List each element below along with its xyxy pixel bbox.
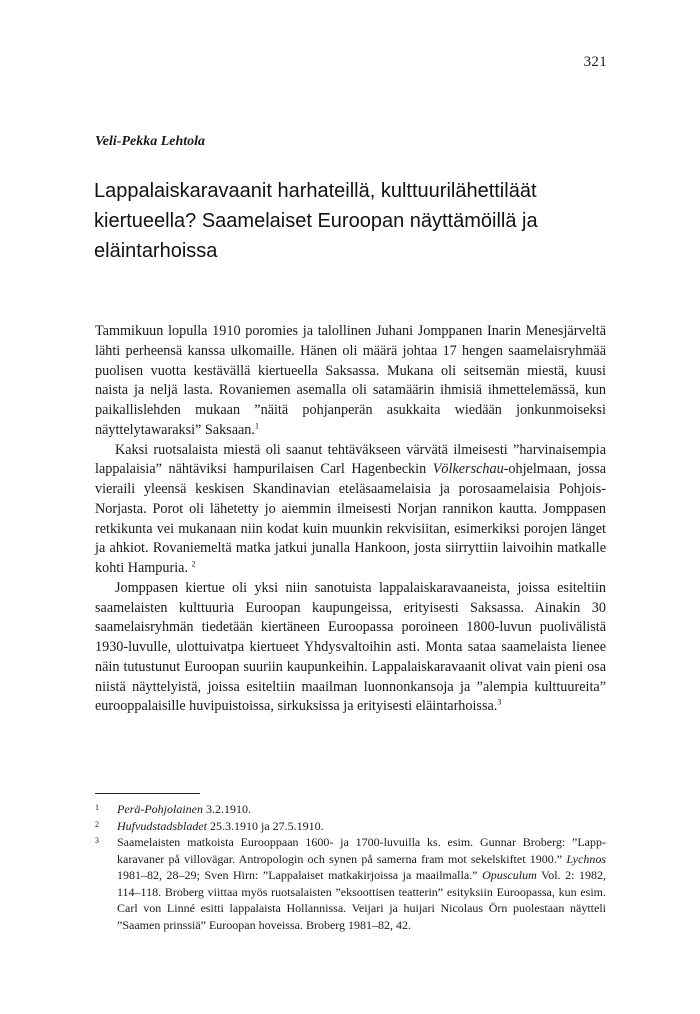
paragraph-3 <box>95 579 606 717</box>
paragraph-1 <box>95 322 606 441</box>
footnote-italic-1: Lychnos <box>566 851 606 866</box>
footnote-source: Hufvudstadsbladet <box>117 818 207 833</box>
paragraph-2-italic: Völkerschau <box>432 461 504 478</box>
footnote-text <box>117 834 606 933</box>
footnote-divider <box>95 793 200 794</box>
footnote-number: 3 <box>95 836 99 845</box>
footnotes <box>95 801 606 933</box>
footnote-rest: 25.3.1910 ja 27.5.1910. <box>207 818 324 833</box>
footnote-part-2: 1981–82, 28–29; Sven Hirn: ”Lappalaiset matkakirjoissa ja maailmalla.” <box>117 868 483 882</box>
footnote-rest: 3.2.1910. <box>202 802 251 816</box>
page-number: 321 <box>583 54 607 70</box>
footnote-ref-1[interactable]: 1 <box>254 421 259 431</box>
footnote-2 <box>95 818 606 835</box>
footnote-1 <box>95 801 606 818</box>
footnote-number: 2 <box>95 819 99 829</box>
footnote-ref-3[interactable]: 3 <box>497 697 502 707</box>
footnote-text <box>117 818 606 835</box>
footnote-number: 1 <box>95 803 99 812</box>
footnote-italic-2: Opusculum <box>482 868 537 882</box>
paragraph-3-text: Jomppasen kiertue oli yksi niin sanotuista lappalaiskaravaaneista, joissa esiteltiin saamelaisten kulttuuria Euroopan kaupungeissa, erityisesti Saksassa. Ainakin 30 saamelaisryhmän tiedetään kiertäneen Euroopassa poroineen 1800-luvun puolivälistä 1930-luvulle, ulottuivatpa kiertueet Yhdysvaltoihin asti. Monta sataa saamelaista lienee näin tutustunut Euroopan suuriin kaupunkeihin. Lappalaiskaravaanit olivat vain pieni osa niistä näyttelyistä, joissa esiteltiin maailman luonnonkansoja ja ”alempia kulttuureita” eurooppalaisille huvipuistoissa, sirkuksissa ja erityisesti eläintarhoissa. <box>95 579 606 715</box>
paragraph-2-text-a: Kaksi ruotsalaista miestä oli saanut tehtäväkseen värvätä ilmeisesti ”harvinaisempia lappalaisia” nähtäviksi hampurilaisen Carl Hagenbeckin <box>95 441 606 478</box>
article-body <box>95 322 606 717</box>
footnote-source: Perä-Pohjolainen <box>117 802 203 816</box>
paragraph-2 <box>95 441 606 579</box>
footnote-text <box>117 801 606 818</box>
footnote-3 <box>95 834 606 933</box>
footnote-part-3: Vol. 2: 1982, 114–118. Broberg viittaa myös ruotsalaisten ”eksoottisen teatterin” esityksiin Euroopassa, kun esim. Carl von Linné esitti lappalaista Hollannissa. Veijari ja huijari Nicolaus Örn puolestaan näytteli ”Saamen prinssiä” Euroopan hoveissa. Broberg 1981–82, 42. <box>117 868 607 932</box>
footnote-ref-2[interactable]: 2 <box>191 559 196 569</box>
paragraph-1-text: Tammikuun lopulla 1910 poromies ja talollinen Juhani Jomppanen Inarin Menesjärveltä lähti perheensä kanssa ulkomaille. Hänen oli määrä johtaa 17 hengen saamelaisryhmää puolisen vuotta kestävällä kiertueella Saksassa. Mukana oli seitsemän miestä, kuusi naista ja neljä lasta. Rovaniemen asemalla oli satamäärin ihmisiä ihmettelemässä, kun paikallislehden mukaan ”näitä pohjanperän asukkaita wiedään jonkunmoiseksi näyttelytawaraksi” Saksaan. <box>95 323 606 438</box>
footnote-part-1: Saamelaisten matkoista Eurooppaan 1600- ja 1700-luvuilla ks. esim. Gunnar Broberg: ”Lappkaravaner på villovägar. Antropologin och synen på samerna fram mot sekelskiftet 1900.” <box>117 835 606 866</box>
author-name: Veli-Pekka Lehtola <box>95 134 206 149</box>
paragraph-2-text-b: -ohjelmaan, jossa vieraili yleensä keskisen Skandinavian eteläsaamelaisia ja porosaamelaisia Pohjois-Norjasta. Porot oli lähetetty jo aiemmin ilmeisesti Norjan rannikon kautta. Jomppasen retkikunta vei mukanaan niin kodat kuin muunkin rekvisiitan, esimerkiksi porojen länget ja ahkiot. Rovaniemeltä matka jatkui junalla Hankoon, josta siirryttiin laivoihin matkalle kohti Hampuria. <box>95 461 606 576</box>
article-title: Lappalaiskaravaanit harhateillä, kulttuurilähettiläät kiertueella? Saamelaiset Euroopan näyttämöillä ja eläintarhoissa <box>94 180 538 262</box>
